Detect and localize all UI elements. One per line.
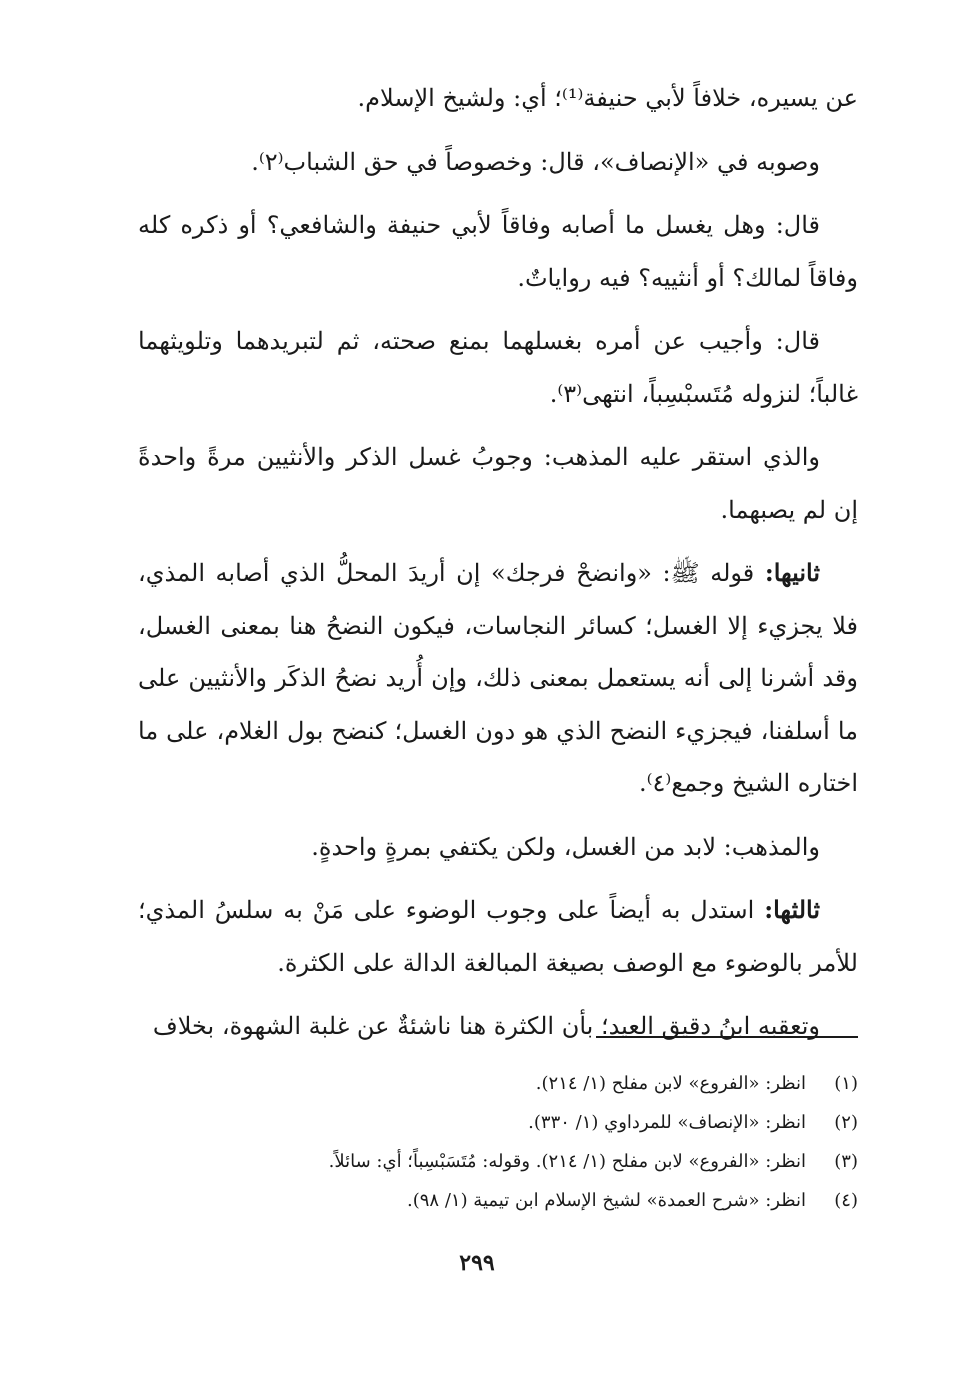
footnotes bbox=[138, 1064, 858, 1220]
paragraph-9: وتعقبه ابنُ دقيق العيد؛ بأن الكثرة هنا ناشئةٌ عن غلبة الشهوة، بخلاف bbox=[152, 1012, 820, 1040]
main-text bbox=[138, 72, 858, 1064]
footnote-number: (٤) bbox=[834, 1190, 858, 1211]
paragraph-2: وصوبه في «الإنصاف»، قال: وخصوصاً في حق الشباب⁽٢⁾. bbox=[251, 147, 820, 176]
paragraph-6 bbox=[138, 547, 858, 810]
paragraph-4: قال: وأجيب عن أمره بغسلهما بمنع صحته، ثم لتبريدهما وتلويثهما غالباً؛ لنزوله مُتَسبْسِباً، انتهى⁽٣⁾. bbox=[138, 327, 858, 408]
paragraph-5: والذي استقر عليه المذهب: وجوبُ غسل الذكر والأنثيين مرةً واحدةً إن لم يصبهما. bbox=[138, 443, 858, 524]
footnote-text: انظر: «شرح العمدة» لشيخ الإسلام ابن تيمية (١/ ٩٨). bbox=[407, 1190, 806, 1211]
footnote-divider bbox=[596, 1036, 858, 1038]
paragraph-body: قوله ﷺ: «وانضحْ فرجك» إن أريدَ المحلُّ الذي أصابه المذي، فلا يجزيء إلا الغسل؛ كسائر النجاسات، فيكون النضحُ هنا بمعنى الغسل، وقد أشرنا إلى أنه يستعمل بمعنى ذلك، وإن أُريد نضحُ الذكَر والأنثيين على ما أسلفنا، فيجزيء النضح الذي هو دون الغسل؛ كنضح بول الغلام، على ما اختاره الشيخ وجمع⁽٤⁾. bbox=[138, 559, 858, 797]
footnote-1 bbox=[138, 1064, 858, 1103]
footnote-text: انظر: «الفروع» لابن مفلح (١/ ٢١٤). وقوله: مُتَسَبْسِباً؛ أي: سائلاً. bbox=[328, 1151, 806, 1172]
footnote-2 bbox=[138, 1103, 858, 1142]
paragraph-8 bbox=[138, 884, 858, 989]
footnote-text: انظر: «الفروع» لابن مفلح (١/ ٢١٤). bbox=[535, 1073, 806, 1094]
paragraph-lead: ثانيها: bbox=[764, 558, 820, 587]
paragraph-lead: ثالثها: bbox=[764, 895, 820, 924]
paragraph-1: عن يسيره، خلافاً لأبي حنيفة⁽¹⁾؛ أي: ولشيخ الإسلام. bbox=[357, 84, 858, 112]
footnote-4 bbox=[138, 1181, 858, 1220]
footnote-number: (٣) bbox=[834, 1151, 858, 1172]
footnote-3 bbox=[138, 1142, 858, 1181]
paragraph-3: قال: وهل يغسل ما أصابه وفاقاً لأبي حنيفة والشافعي؟ أو ذكره كله وفاقاً لمالك؟ أو أنثييه؟ فيه رواياتٌ. bbox=[138, 211, 858, 292]
footnote-number: (١) bbox=[834, 1073, 858, 1094]
page-number: ٢٩٩ bbox=[459, 1250, 495, 1276]
footnote-text: انظر: «الإنصاف» للمرداوي (١/ ٣٣٠). bbox=[528, 1112, 806, 1133]
footnote-number: (٢) bbox=[834, 1112, 858, 1133]
paragraph-7: والمذهب: لابد من الغسل، ولكن يكتفي بمرةٍ واحدةٍ. bbox=[311, 832, 820, 861]
paragraph-body: استدل به أيضاً على وجوب الوضوء على مَنْ به سلسُ المذي؛ للأمر بالوضوء مع الوصف بصيغة المبالغة الدالة على الكثرة. bbox=[138, 896, 858, 977]
